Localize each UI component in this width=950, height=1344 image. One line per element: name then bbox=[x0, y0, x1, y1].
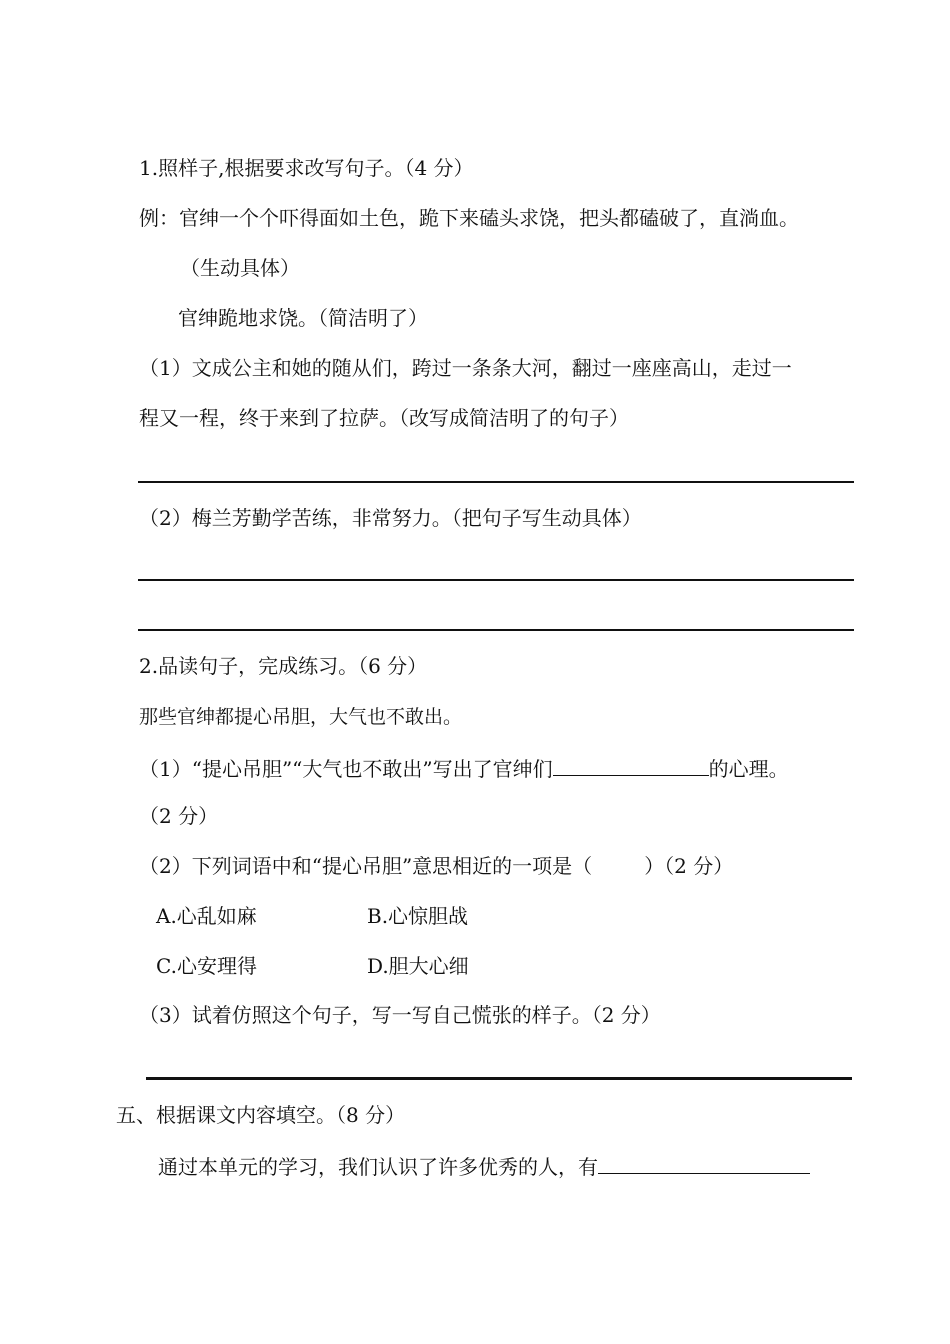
q2-option-d: D.胆大心细 bbox=[367, 954, 469, 978]
q1-title: 1.照样子,根据要求改写句子。（4 分） bbox=[139, 156, 474, 180]
q2-option-a: A.心乱如麻 bbox=[156, 904, 257, 928]
q2-item3: （3）试着仿照这个句子，写一写自己慌张的样子。（2 分） bbox=[139, 1003, 661, 1027]
q1-item1-line1: （1）文成公主和她的随从们，跨过一条条大河，翻过一座座高山，走过一 bbox=[139, 356, 792, 380]
q2-item2-suffix: ）（2 分） bbox=[644, 854, 734, 878]
section5-line1-blank[interactable] bbox=[598, 1151, 810, 1174]
q2-item2-text: （2）下列词语中和“提心吊胆”意思相近的一项是（ bbox=[139, 854, 593, 878]
q1-item2-answer-line-1[interactable] bbox=[138, 579, 854, 581]
q2-item3-answer-line[interactable] bbox=[146, 1077, 852, 1080]
q2-item2 bbox=[139, 852, 733, 880]
q2-title: 2.品读句子，完成练习。（6 分） bbox=[139, 654, 428, 678]
q1-item2-answer-line-2[interactable] bbox=[138, 629, 854, 631]
q2-item1 bbox=[139, 753, 789, 783]
q1-example-line3: 官绅跪地求饶。（简洁明了） bbox=[178, 306, 428, 330]
q2-sentence: 那些官绅都提心吊胆，大气也不敢出。 bbox=[139, 706, 463, 728]
q2-item1-blank[interactable] bbox=[553, 753, 709, 776]
q1-example-line1: 例：官绅一个个吓得面如土色，跪下来磕头求饶，把头都磕破了，直淌血。 bbox=[139, 206, 799, 230]
q2-item1-text: （1）“提心吊胆”“大气也不敢出”写出了官绅们 bbox=[139, 757, 553, 781]
section5-title: 五、根据课文内容填空。（8 分） bbox=[116, 1103, 406, 1127]
section5-line1-text: 通过本单元的学习，我们认识了许多优秀的人，有 bbox=[158, 1155, 598, 1179]
q1-item1-line2: 程又一程，终于来到了拉萨。（改写成简洁明了的句子） bbox=[139, 406, 629, 430]
q2-option-b: B.心惊胆战 bbox=[367, 904, 469, 928]
q1-item2: （2）梅兰芳勤学苦练，非常努力。（把句子写生动具体） bbox=[139, 506, 642, 530]
q1-item1-answer-line[interactable] bbox=[138, 481, 854, 483]
q2-item1-suffix: 的心理。 bbox=[708, 757, 789, 781]
section5-line1 bbox=[158, 1151, 810, 1181]
q1-example-line2: （生动具体） bbox=[180, 256, 300, 280]
q2-option-c: C.心安理得 bbox=[156, 954, 257, 978]
q2-item1-score: （2 分） bbox=[139, 804, 219, 828]
